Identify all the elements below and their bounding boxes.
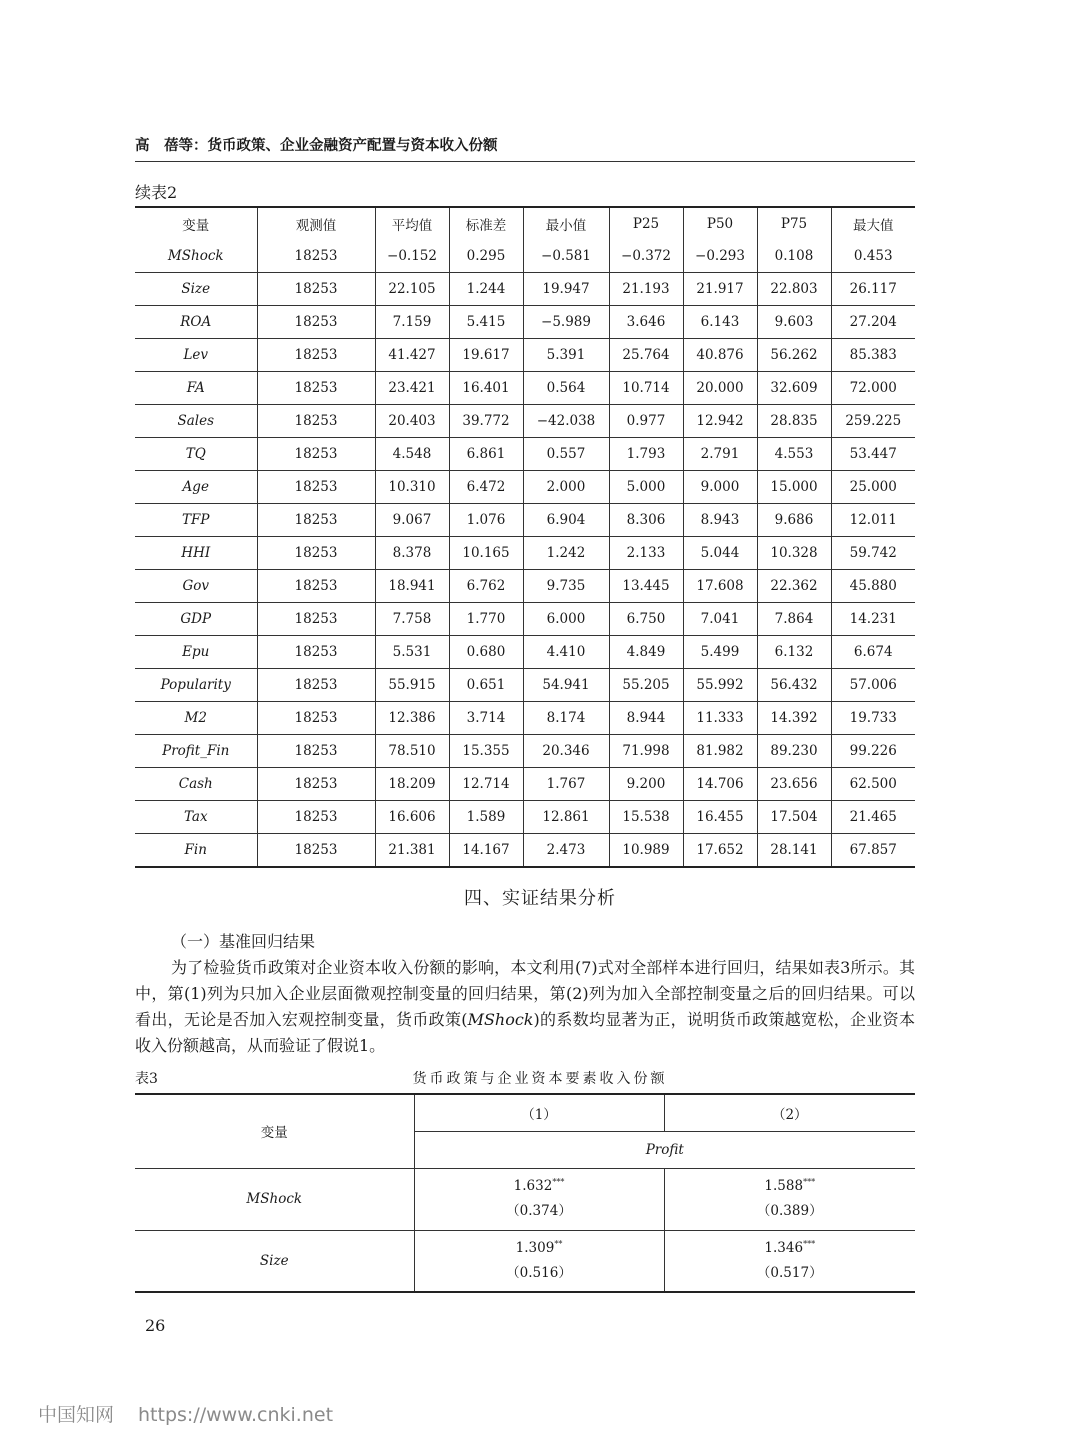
table-cell: 7.758 (375, 603, 449, 636)
row-variable: Gov (135, 570, 257, 603)
table-cell: 57.006 (831, 669, 915, 702)
table-cell: 21.381 (375, 834, 449, 868)
page-number: 26 (145, 1316, 166, 1335)
table-row (135, 801, 915, 834)
row-variable: Popularity (135, 669, 257, 702)
subsection-title: （一）基准回归结果 (171, 932, 316, 951)
table-cell: 23.656 (757, 768, 831, 801)
standard-error: （0.374） (506, 1203, 572, 1219)
table-cell: 21.465 (831, 801, 915, 834)
row-variable: ROA (135, 306, 257, 339)
table-row (135, 438, 915, 471)
significance-stars: *** (803, 1239, 816, 1249)
row-variable: MShock (135, 240, 257, 273)
table-cell: 6.674 (831, 636, 915, 669)
table-cell: 55.205 (609, 669, 683, 702)
table-cell: 39.772 (449, 405, 523, 438)
table-row (135, 669, 915, 702)
table-cell: 71.998 (609, 735, 683, 768)
table-cell: 8.174 (523, 702, 609, 735)
table-cell: 99.226 (831, 735, 915, 768)
col-header: P75 (757, 207, 831, 240)
table-cell: 6.132 (757, 636, 831, 669)
table-cell: 12.011 (831, 504, 915, 537)
table-cell: 0.108 (757, 240, 831, 273)
table-cell: 18253 (257, 372, 375, 405)
table-row (135, 504, 915, 537)
table2-header-row (135, 207, 915, 240)
table-cell: −42.038 (523, 405, 609, 438)
table-cell: 2.791 (683, 438, 757, 471)
running-head: 高 蓓等：货币政策、企业金融资产配置与资本收入份额 (135, 134, 915, 162)
table-cell: −5.989 (523, 306, 609, 339)
table-cell: 0.557 (523, 438, 609, 471)
col-header: P50 (683, 207, 757, 240)
table-cell: 5.391 (523, 339, 609, 372)
table-cell: 4.410 (523, 636, 609, 669)
table-row (135, 339, 915, 372)
table-cell: 18253 (257, 306, 375, 339)
col-header: 平均值 (375, 207, 449, 240)
table-cell: 18253 (257, 537, 375, 570)
table-cell: 8.378 (375, 537, 449, 570)
table-cell: 9.000 (683, 471, 757, 504)
row-variable: Profit_Fin (135, 735, 257, 768)
table-cell: 15.355 (449, 735, 523, 768)
row-variable: TFP (135, 504, 257, 537)
table-cell: 28.141 (757, 834, 831, 868)
table-cell: 8.943 (683, 504, 757, 537)
table-cell: 4.548 (375, 438, 449, 471)
table-cell: 1.076 (449, 504, 523, 537)
table-cell: 55.992 (683, 669, 757, 702)
table-cell: 18253 (257, 339, 375, 372)
table-cell: 2.133 (609, 537, 683, 570)
table-row (135, 735, 915, 768)
section-title: 四、实证结果分析 (464, 888, 616, 909)
standard-error: （0.516） (506, 1264, 572, 1281)
row-variable: Lev (135, 339, 257, 372)
watermark-url: https://www.cnki.net (138, 1404, 334, 1426)
table-cell: 10.328 (757, 537, 831, 570)
table-cell: 59.742 (831, 537, 915, 570)
table-cell: 18253 (257, 438, 375, 471)
table-cell: 19.733 (831, 702, 915, 735)
table-cell: 18253 (257, 273, 375, 306)
coefficient: 1.632 (513, 1178, 553, 1194)
table-cell: 0.453 (831, 240, 915, 273)
table-cell: 19.617 (449, 339, 523, 372)
table-cell: 18253 (257, 504, 375, 537)
table-cell: 9.067 (375, 504, 449, 537)
table-cell: 5.531 (375, 636, 449, 669)
table-cell: 0.977 (609, 405, 683, 438)
table-cell: 18253 (257, 702, 375, 735)
table-cell: 18253 (257, 768, 375, 801)
row-variable: MShock (135, 1168, 414, 1230)
table-cell: 45.880 (831, 570, 915, 603)
row-variable: Epu (135, 636, 257, 669)
row-variable: Cash (135, 768, 257, 801)
table-row (135, 372, 915, 405)
table-row (135, 702, 915, 735)
coefficient-cell (664, 1230, 915, 1292)
table-cell: 18253 (257, 405, 375, 438)
table-cell: 41.427 (375, 339, 449, 372)
table-cell: 9.735 (523, 570, 609, 603)
table-cell: 18.209 (375, 768, 449, 801)
body-paragraph (135, 955, 915, 1059)
col-header: 最小值 (523, 207, 609, 240)
table-cell: 17.652 (683, 834, 757, 868)
table-cell: 62.500 (831, 768, 915, 801)
table-cell: 259.225 (831, 405, 915, 438)
col-header: （1） (414, 1094, 664, 1131)
table-cell: 6.762 (449, 570, 523, 603)
col-header: 最大值 (831, 207, 915, 240)
table-cell: 78.510 (375, 735, 449, 768)
table-cell: 14.392 (757, 702, 831, 735)
paragraph-text: 为了检验货币政策对企业资本收入份额的影响，本文利用(7)式对全部样本进行回归，结果如表3所示。其中，第(1)列为只加入企业层面微观控制变量的回归结果，第(2)列为加入全部控制变量之后的回归结果。可以看出，无论是否加入宏观控制变量，货币政策( (135, 958, 915, 1029)
table-cell: 14.706 (683, 768, 757, 801)
table-cell: 14.167 (449, 834, 523, 868)
table-cell: 1.242 (523, 537, 609, 570)
table-row (135, 603, 915, 636)
paragraph-variable: MShock (467, 1010, 534, 1029)
table-cell: 22.803 (757, 273, 831, 306)
table-cell: 1.767 (523, 768, 609, 801)
table-cell: 67.857 (831, 834, 915, 868)
significance-stars: *** (803, 1177, 816, 1187)
table-cell: 14.231 (831, 603, 915, 636)
table-cell: 1.793 (609, 438, 683, 471)
row-variable: M2 (135, 702, 257, 735)
table-cell: 40.876 (683, 339, 757, 372)
table-row (135, 636, 915, 669)
table-cell: −0.581 (523, 240, 609, 273)
table-cell: 18253 (257, 669, 375, 702)
watermark-name: 中国知网 (38, 1404, 115, 1426)
table-row (135, 537, 915, 570)
regression-table (135, 1093, 915, 1293)
table-row (135, 1230, 915, 1292)
coefficient-cell (414, 1168, 664, 1230)
table-cell: 20.403 (375, 405, 449, 438)
table-cell: 5.000 (609, 471, 683, 504)
dependent-variable: Profit (414, 1131, 915, 1168)
table-cell: 89.230 (757, 735, 831, 768)
paragraph-text: )的系数均显著为正，说明货币政策越宽松，企业资本收入份额越高，从而验证了假说1。 (135, 1010, 915, 1055)
table-cell: 6.861 (449, 438, 523, 471)
table-cell: 18253 (257, 801, 375, 834)
table3-label: 表3 (135, 1071, 158, 1087)
table-row (135, 240, 915, 273)
table-row (135, 405, 915, 438)
table-cell: −0.293 (683, 240, 757, 273)
table-cell: 4.553 (757, 438, 831, 471)
col-header: 变量 (135, 207, 257, 240)
table-cell: 0.295 (449, 240, 523, 273)
table-cell: 6.750 (609, 603, 683, 636)
row-variable: Size (135, 1230, 414, 1292)
table-cell: 12.861 (523, 801, 609, 834)
col-header: P25 (609, 207, 683, 240)
table-cell: 0.680 (449, 636, 523, 669)
table-row (135, 834, 915, 868)
table-cell: 85.383 (831, 339, 915, 372)
table-cell: 18253 (257, 570, 375, 603)
table-cell: 2.000 (523, 471, 609, 504)
table-cell: 7.159 (375, 306, 449, 339)
standard-error: （0.517） (756, 1264, 823, 1281)
table-cell: 6.904 (523, 504, 609, 537)
table-cell: 12.714 (449, 768, 523, 801)
table-cell: 3.714 (449, 702, 523, 735)
table-cell: 5.044 (683, 537, 757, 570)
table-cell: 18253 (257, 834, 375, 868)
table-row (135, 273, 915, 306)
table-cell: 17.504 (757, 801, 831, 834)
table-cell: 16.401 (449, 372, 523, 405)
table-row (135, 306, 915, 339)
table-cell: 5.499 (683, 636, 757, 669)
col-header: （2） (664, 1094, 915, 1131)
table-cell: 32.609 (757, 372, 831, 405)
table-cell: 27.204 (831, 306, 915, 339)
table-cell: 13.445 (609, 570, 683, 603)
table-cell: 16.455 (683, 801, 757, 834)
table-cell: 0.651 (449, 669, 523, 702)
row-variable: Age (135, 471, 257, 504)
table-cell: 9.686 (757, 504, 831, 537)
table-cell: 18253 (257, 240, 375, 273)
table3-header-row (135, 1094, 915, 1131)
coefficient: 1.588 (764, 1178, 804, 1194)
table-cell: 18253 (257, 603, 375, 636)
row-variable: Fin (135, 834, 257, 868)
significance-stars: ** (554, 1239, 563, 1249)
table-cell: 18253 (257, 471, 375, 504)
table-cell: 1.589 (449, 801, 523, 834)
table-cell: 28.835 (757, 405, 831, 438)
table-cell: 9.603 (757, 306, 831, 339)
table-cell: 18253 (257, 735, 375, 768)
row-variable: Tax (135, 801, 257, 834)
table-cell: 12.942 (683, 405, 757, 438)
table-cell: 1.244 (449, 273, 523, 306)
table-cell: 6.000 (523, 603, 609, 636)
table-cell: 8.306 (609, 504, 683, 537)
table-cell: 25.764 (609, 339, 683, 372)
table-cell: 15.000 (757, 471, 831, 504)
cnki-watermark (38, 1400, 333, 1427)
table-row (135, 471, 915, 504)
coefficient-cell (664, 1168, 915, 1230)
table-cell: 4.849 (609, 636, 683, 669)
var-header: 变量 (135, 1094, 414, 1168)
table-cell: 9.200 (609, 768, 683, 801)
table-cell: 0.564 (523, 372, 609, 405)
table-cell: 7.864 (757, 603, 831, 636)
row-variable: FA (135, 372, 257, 405)
table-cell: 7.041 (683, 603, 757, 636)
table-cell: 6.472 (449, 471, 523, 504)
table-cell: 18.941 (375, 570, 449, 603)
table-cell: 16.606 (375, 801, 449, 834)
table-cell: 18253 (257, 636, 375, 669)
table-cell: 10.310 (375, 471, 449, 504)
table-cell: 56.262 (757, 339, 831, 372)
table-cell: 22.105 (375, 273, 449, 306)
col-header: 标准差 (449, 207, 523, 240)
table-cell: 1.770 (449, 603, 523, 636)
row-variable: Size (135, 273, 257, 306)
table-cell: 56.432 (757, 669, 831, 702)
table-cell: 25.000 (831, 471, 915, 504)
table-row (135, 1168, 915, 1230)
table-cell: 5.415 (449, 306, 523, 339)
row-variable: TQ (135, 438, 257, 471)
table-cell: 3.646 (609, 306, 683, 339)
row-variable: HHI (135, 537, 257, 570)
significance-stars: *** (552, 1177, 565, 1187)
table-cell: 17.608 (683, 570, 757, 603)
coefficient-cell (414, 1230, 664, 1292)
table-cell: 8.944 (609, 702, 683, 735)
table-cell: 81.982 (683, 735, 757, 768)
table-cell: 21.193 (609, 273, 683, 306)
summary-statistics-table (135, 206, 915, 868)
table-cell: 23.421 (375, 372, 449, 405)
row-variable: GDP (135, 603, 257, 636)
col-header: 观测值 (257, 207, 375, 240)
table-cell: 12.386 (375, 702, 449, 735)
table-cell: −0.152 (375, 240, 449, 273)
table-cell: 19.947 (523, 273, 609, 306)
table-cell: 20.346 (523, 735, 609, 768)
table-cell: 2.473 (523, 834, 609, 868)
row-variable: Sales (135, 405, 257, 438)
table-cell: 10.714 (609, 372, 683, 405)
table-cell: 11.333 (683, 702, 757, 735)
table-cell: 72.000 (831, 372, 915, 405)
table3-title: 货币政策与企业资本要素收入份额 (412, 1071, 668, 1087)
table-cell: 10.989 (609, 834, 683, 868)
table-cell: −0.372 (609, 240, 683, 273)
table-row (135, 570, 915, 603)
table-cell: 6.143 (683, 306, 757, 339)
table-cell: 26.117 (831, 273, 915, 306)
table-cell: 20.000 (683, 372, 757, 405)
table-cell: 53.447 (831, 438, 915, 471)
standard-error: （0.389） (756, 1203, 823, 1219)
table-cell: 10.165 (449, 537, 523, 570)
table-cell: 15.538 (609, 801, 683, 834)
table-cell: 54.941 (523, 669, 609, 702)
coefficient: 1.346 (764, 1239, 804, 1256)
table-row (135, 768, 915, 801)
table2-label: 续表2 (135, 183, 178, 202)
table-cell: 21.917 (683, 273, 757, 306)
table-cell: 22.362 (757, 570, 831, 603)
table-cell: 55.915 (375, 669, 449, 702)
coefficient: 1.309 (515, 1239, 555, 1256)
